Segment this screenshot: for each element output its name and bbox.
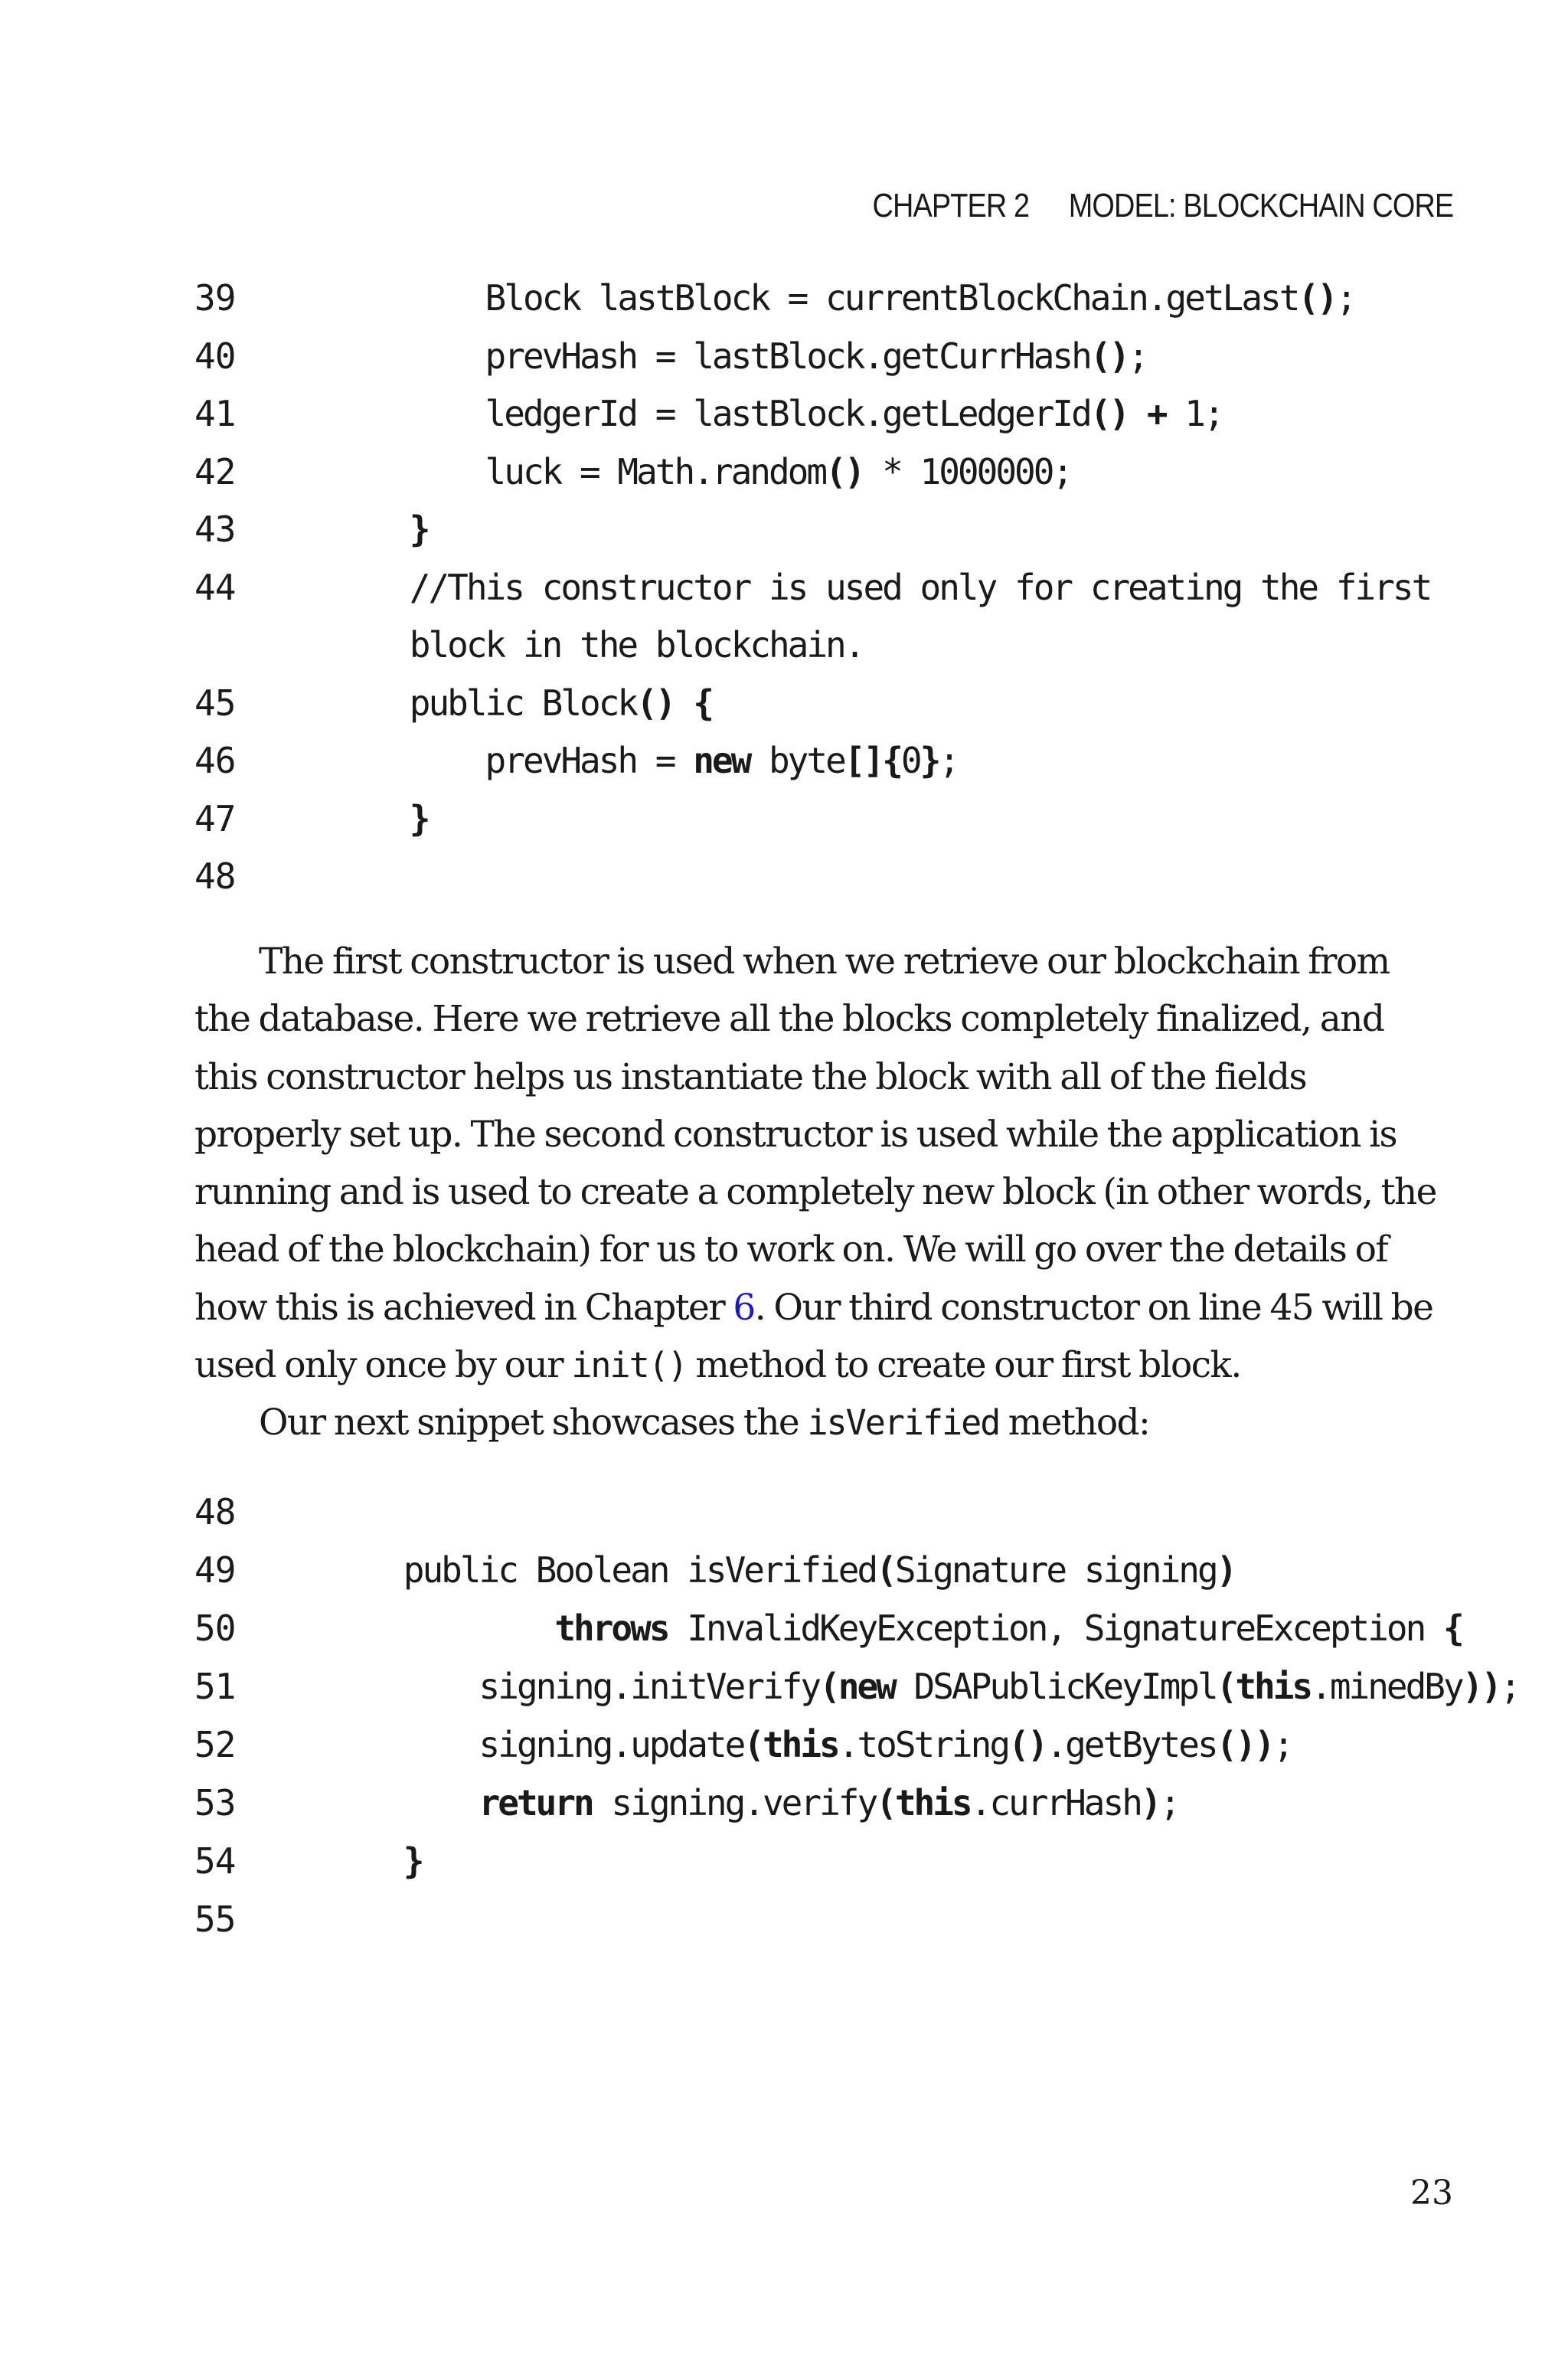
inline-code-init: init() [571, 1345, 687, 1386]
code-token: ; [1159, 1782, 1179, 1824]
code-line [194, 385, 1507, 443]
code-line [194, 1541, 1507, 1599]
code-token-bold: } [403, 1840, 423, 1882]
running-head [872, 187, 1453, 225]
code-token: Block lastBlock = currentBlockChain.getLast [334, 277, 1298, 319]
code-token: Signature signing [894, 1549, 1217, 1591]
code-token: public Block [334, 682, 637, 724]
line-number: 41 [194, 393, 236, 434]
body-text [194, 933, 1450, 1452]
page-number: 23 [1410, 2174, 1453, 2213]
code-token-bold: () [825, 450, 864, 492]
line-number: 55 [194, 1899, 236, 1940]
code-line [194, 1657, 1519, 1716]
code-line [194, 559, 1507, 617]
line-number: 48 [194, 1491, 236, 1532]
code-token: .toString [838, 1724, 1009, 1765]
code-token: 1; [1165, 393, 1223, 434]
code-token: prevHash = [334, 740, 694, 781]
code-token-bold: ( [876, 1549, 895, 1591]
code-token [334, 509, 410, 550]
code-text [328, 1657, 1519, 1716]
code-line [194, 1599, 1507, 1657]
line-number: 50 [194, 1608, 236, 1649]
code-line [194, 848, 1507, 906]
line-number: 39 [194, 277, 236, 319]
code-token: 0 [900, 740, 920, 781]
code-line [194, 790, 1507, 849]
line-number: 44 [194, 566, 236, 608]
code-token: ; [1335, 277, 1355, 319]
code-token-bold: } [409, 509, 429, 550]
code-line [194, 675, 1507, 733]
line-number: 54 [194, 1840, 236, 1882]
code-token: luck = Math.random [334, 450, 826, 492]
code-token-bold: new [693, 740, 750, 781]
line-number: 45 [194, 682, 236, 724]
line-number: 49 [194, 1549, 236, 1591]
code-token: byte [750, 740, 844, 781]
code-text [334, 328, 1147, 386]
code-token-bold: } [920, 740, 939, 781]
chapter-title: MODEL: BLOCKCHAIN CORE [1068, 187, 1453, 224]
code-token: ledgerId = lastBlock.getLedgerId [334, 393, 1090, 434]
chapter-label: CHAPTER 2 [872, 187, 1029, 224]
code-token-bold: throws [554, 1608, 668, 1649]
code-line [194, 1832, 1507, 1890]
code-token: DSAPublicKeyImpl [894, 1666, 1217, 1707]
code-token [328, 1840, 403, 1882]
code-token: * 1000000; [863, 450, 1072, 492]
paragraph-constructors: The first constructor is used when we retrieve our blockchain from the database. Here we retrieve all the blocks completely finalized, and this constructor helps us instantiate the block with all of the fields properly set up. The second constructor is used while the application is running and is used to create a completely new block (in other words, the head of the blockchain) for us to work on. We will go over the details of how this is achieved in Chapter 6. Our third constructor on line 45 will be used only once by our init() method to create our first block. [194, 940, 1436, 1387]
code-line [194, 501, 1507, 559]
code-token: block in the blockchain. [334, 624, 864, 666]
code-token: ; [939, 740, 958, 781]
code-token: ; [1128, 335, 1147, 377]
code-token [334, 798, 410, 839]
code-token-bold: { [1442, 1608, 1462, 1649]
code-token-bold: (new [819, 1666, 895, 1707]
code-token [328, 1782, 479, 1824]
code-text [328, 1541, 1235, 1599]
code-line [194, 270, 1507, 328]
code-token: signing.initVerify [328, 1666, 820, 1707]
code-line [194, 1716, 1507, 1774]
code-token: signing.verify [592, 1782, 877, 1824]
code-token [328, 1608, 554, 1649]
code-text [328, 1832, 422, 1890]
code-line [194, 1890, 1507, 1948]
code-token-bold: () + [1089, 393, 1166, 434]
code-token: signing.update [328, 1724, 744, 1765]
code-text [334, 385, 1223, 443]
inline-code-isverified: isVerified [807, 1402, 1000, 1444]
code-listing-isverified [194, 1483, 1519, 1948]
code-text [334, 790, 428, 849]
paragraph-isverified-intro: Our next snippet showcases the isVerified method: [259, 1402, 1150, 1444]
code-text [334, 501, 428, 559]
code-line [194, 443, 1507, 502]
code-line [194, 1483, 1507, 1541]
code-line [194, 1774, 1507, 1832]
code-text [334, 559, 1430, 617]
line-number: 52 [194, 1724, 236, 1765]
line-number: 43 [194, 509, 236, 550]
code-token: InvalidKeyException, SignatureException [668, 1608, 1443, 1649]
code-token-bold: () [1298, 277, 1336, 319]
code-token-bold: ()) [1216, 1724, 1273, 1765]
code-line [194, 328, 1507, 386]
code-token-bold: )) [1462, 1666, 1501, 1707]
code-token-bold: return [479, 1782, 593, 1824]
code-token: ; [1500, 1666, 1519, 1707]
code-token-bold: []{ [844, 740, 901, 781]
code-text [334, 443, 1071, 502]
code-token-bold: (this [743, 1724, 838, 1765]
code-token: //This constructor is used only for creating the first [334, 566, 1431, 608]
code-token-bold: } [409, 797, 429, 839]
code-token-bold: () [1089, 335, 1129, 377]
line-number: 48 [194, 855, 236, 897]
code-token-bold: ) [1140, 1782, 1160, 1824]
line-number: 42 [194, 450, 236, 492]
code-token-bold: (this [1216, 1666, 1312, 1707]
code-token: ; [1272, 1724, 1292, 1765]
line-number: 40 [194, 335, 236, 377]
code-token-bold: () [1008, 1724, 1047, 1765]
code-line [194, 732, 1507, 790]
line-number: 53 [194, 1782, 236, 1824]
code-token: prevHash = lastBlock.getCurrHash [334, 335, 1090, 377]
line-number: 47 [194, 797, 236, 839]
line-number: 51 [194, 1666, 236, 1707]
chapter-6-link[interactable]: 6 [733, 1286, 755, 1329]
code-text [328, 1716, 1292, 1774]
code-token-bold: () { [636, 682, 712, 724]
code-token: public Boolean isVerified [328, 1549, 877, 1591]
code-text [334, 270, 1355, 328]
code-text [334, 617, 863, 675]
code-text [328, 1774, 1178, 1832]
line-number: 46 [194, 740, 236, 781]
code-token: .minedBy [1311, 1666, 1462, 1707]
code-token-bold: (this [876, 1782, 971, 1824]
code-text [334, 732, 958, 790]
code-line [194, 617, 1507, 675]
code-text [334, 675, 712, 733]
code-listing-constructors [194, 270, 1507, 906]
code-text [328, 1599, 1462, 1657]
code-token: .currHash [970, 1782, 1141, 1824]
code-token-bold: ) [1216, 1549, 1236, 1591]
code-token: .getBytes [1046, 1724, 1217, 1765]
